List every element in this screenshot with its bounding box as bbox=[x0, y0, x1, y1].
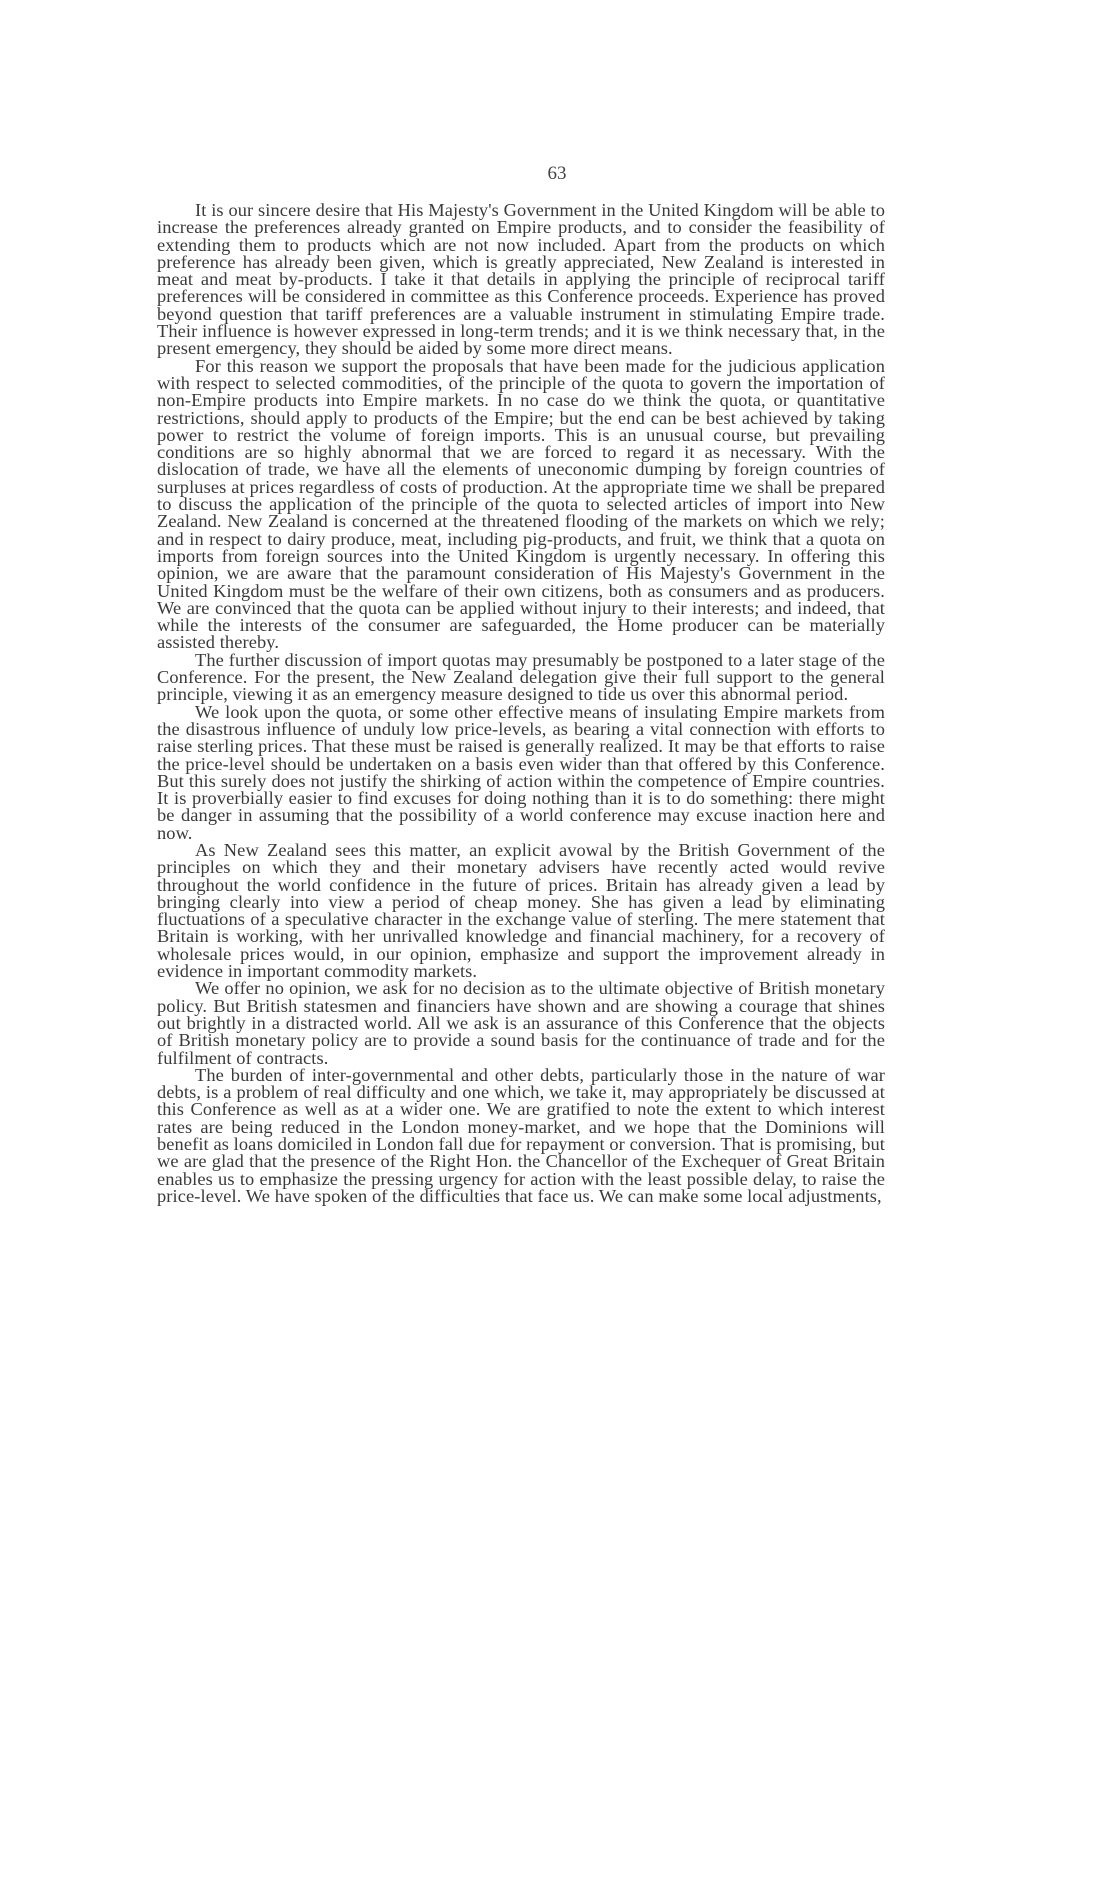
page-number: 63 bbox=[547, 163, 567, 184]
paragraph: The burden of inter-governmental and other debts, particularly those in the nature of war debts, is a problem of real difficulty and one which, we take it, may appropriately be discussed at this Conference as well as at a wider one. We are gratified to note the extent to which interest rates are being reduced in the London money-market, and we hope that the Dominions will benefit as loans domiciled in London fall due for repayment or conversion. That is promising, but we are glad that the presence of the Right Hon. the Chancellor of the Exchequer of Great Britain enables us to emphasize the pressing urgency for action with the least possible delay, to raise the price-level. We have spoken of the difficulties that face us. We can make some local adjustments, bbox=[157, 1064, 885, 1206]
paragraph: The further discussion of import quotas may presumably be postponed to a later stage of the Conference. For the present, the New Zealand delegation give their full support to the general principle, viewing it as an emergency measure designed to tide us over this abnormal period. bbox=[157, 649, 885, 705]
paragraph: For this reason we support the proposals that have been made for the judicious application with respect to selected commodities, of the principle of the quota to govern the importation of non-Empire products into Empire markets. In no case do we think the quota, or quantitative restrictions, should apply to products of the Empire; but the end can be best achieved by taking power to restrict the volume of foreign imports. This is an unusual course, but prevailing conditions are so highly abnormal that we are forced to regard it as necessary. With the dislocation of trade, we have all the elements of uneconomic dumping by foreign countries of surpluses at prices regardless of costs of production. At the appropriate time we shall be prepared to discuss the application of the principle of the quota to selected articles of import into New Zealand. New Zealand is concerned at the threatened flooding of the markets on which we rely; and in respect to dairy produce, meat, including pig-products, and fruit, we think that a quota on imports from foreign sources into the United Kingdom is urgently necessary. In offering this opinion, we are aware that the paramount consideration of His Majesty's Government in the United Kingdom must be the welfare of their own citizens, both as consumers and as producers. We are convinced that the quota can be applied without injury to their interests; and indeed, that while the interests of the consumer are safeguarded, the Home producer can be materially assisted thereby. bbox=[157, 355, 885, 653]
paragraph: It is our sincere desire that His Majesty's Government in the United Kingdom will be able to increase the preferences already granted on Empire products, and to consider the feasibility of extending them to products which are not now included. Apart from the products on which preference has already been given, which is greatly appreciated, New Zealand is interested in meat and meat by-products. I take it that details in applying the principle of reciprocal tariff preferences will be considered in committee as this Conference proceeds. Experience has proved beyond question that tariff preferences are a valuable instrument in stimulating Empire trade. Their influence is however expressed in long-term trends; and it is we think necessary that, in the present emergency, they should be aided by some more direct means. bbox=[157, 200, 885, 359]
paragraph: As New Zealand sees this matter, an explicit avowal by the British Government of the principles on which they and their monetary advisers have recently acted would revive throughout the world confidence in the future of prices. Britain has already given a lead by bringing clearly into view a period of cheap money. She has given a lead by eliminating fluctuations of a speculative character in the exchange value of sterling. The mere statement that Britain is working, with her unrivalled knowledge and financial machinery, for a recovery of wholesale prices would, in our opinion, emphasize and support the improvement already in evidence in important commodity markets. bbox=[157, 839, 885, 982]
paragraph: We offer no opinion, we ask for no decision as to the ultimate objective of British monetary policy. But British statesmen and financiers have shown and are showing a courage that shines out brightly in a distracted world. All we ask is an assurance of this Conference that the objects of British monetary policy are to provide a sound basis for the continuance of trade and for the fulfilment of contracts. bbox=[157, 978, 885, 1068]
body-text bbox=[157, 202, 885, 1205]
paragraph: We look upon the quota, or some other effective means of insulating Empire markets from the disastrous influence of unduly low price-levels, as bearing a vital connection with efforts to raise sterling prices. That these must be raised is generally realized. It may be that efforts to raise the price-level should be undertaken on a basis even wider than that offered by this Conference. But this surely does not justify the shirking of action within the competence of Empire countries. It is proverbially easier to find excuses for doing nothing than it is to do something: there might be danger in assuming that the possibility of a world conference may excuse inaction here and now. bbox=[157, 701, 885, 843]
